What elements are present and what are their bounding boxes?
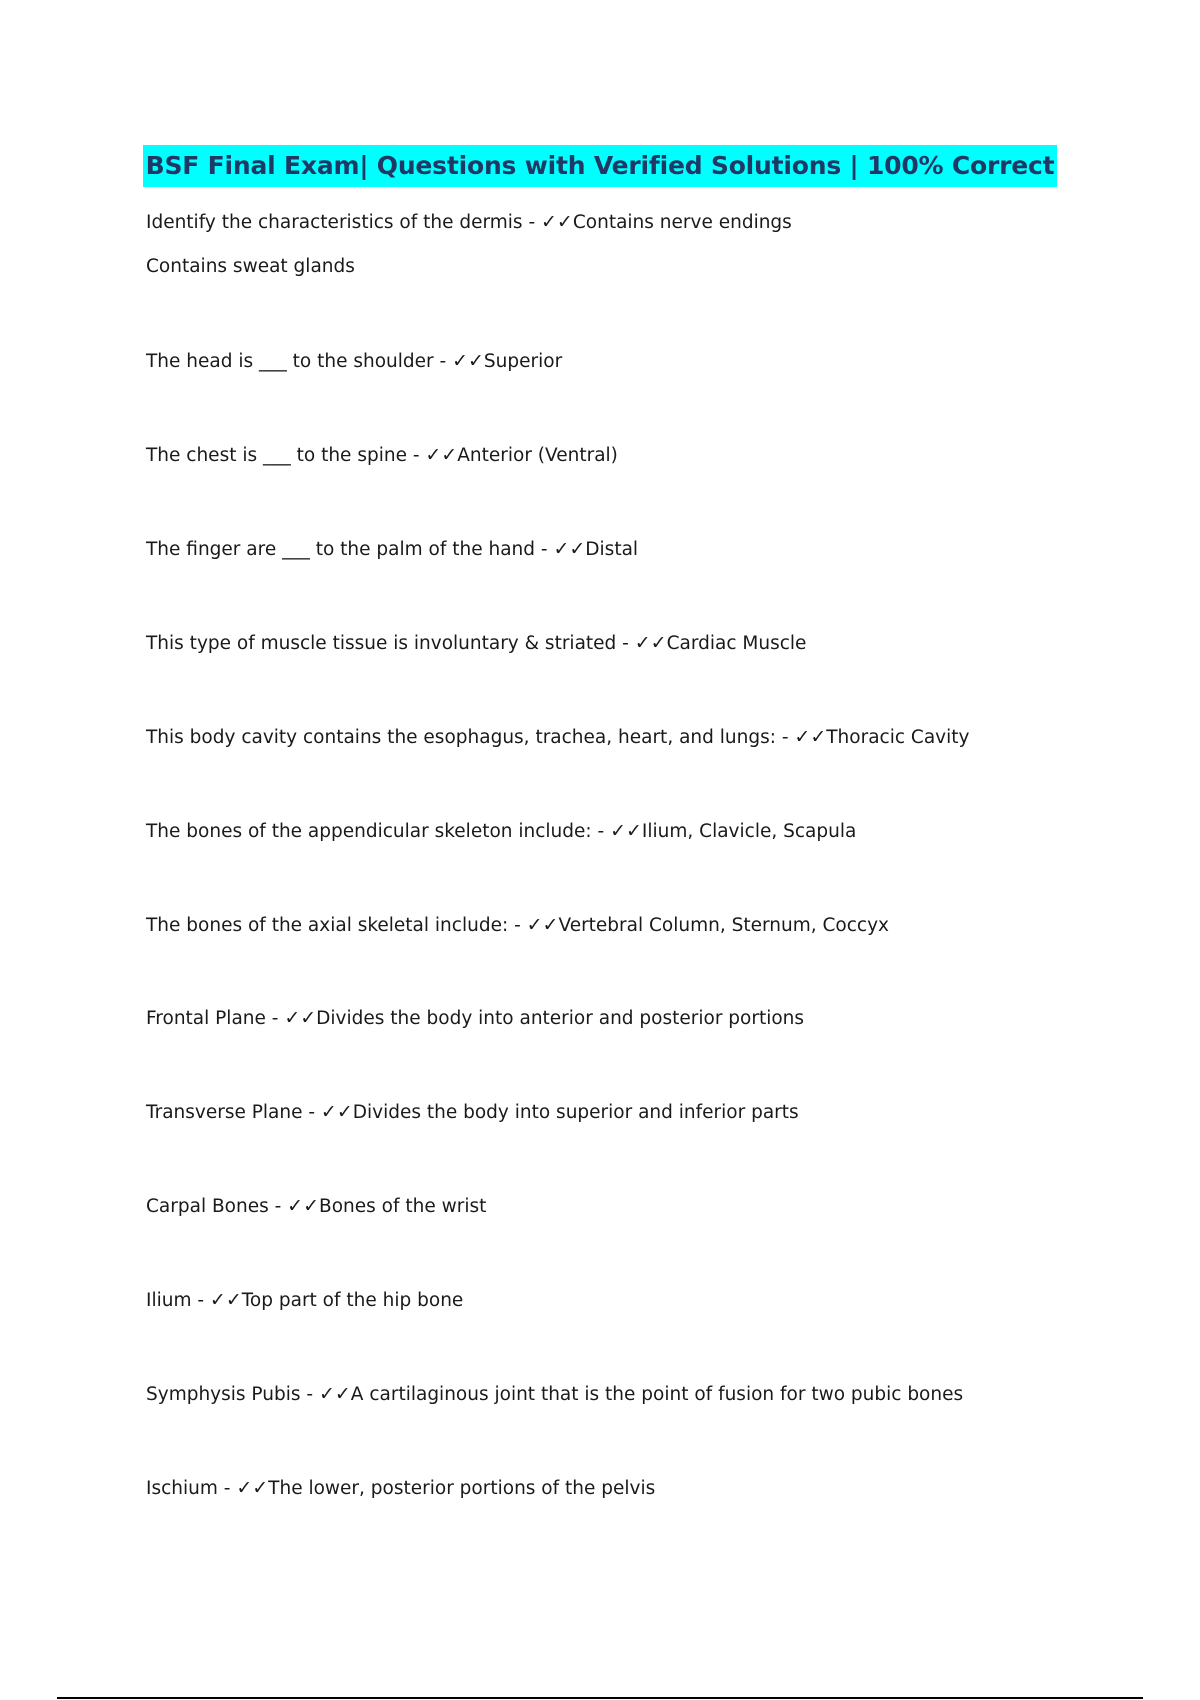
question-text: This type of muscle tissue is involuntary & striated bbox=[146, 633, 617, 654]
check-icon: ✓✓ bbox=[287, 1195, 319, 1217]
qa-item bbox=[146, 1476, 655, 1501]
qa-item bbox=[146, 210, 792, 235]
qa-item bbox=[146, 1382, 963, 1407]
qa-item bbox=[146, 537, 638, 562]
question-text: Transverse Plane bbox=[146, 1102, 303, 1123]
qa-item bbox=[146, 913, 889, 938]
check-icon: ✓✓ bbox=[452, 350, 484, 372]
footer-divider bbox=[57, 1697, 1143, 1699]
check-icon: ✓✓ bbox=[209, 1289, 242, 1311]
separator: - bbox=[775, 727, 795, 748]
answer-continued-text: Contains sweat glands bbox=[146, 256, 355, 277]
answer-text: Divides the body into superior and inferior parts bbox=[352, 1102, 799, 1123]
check-icon: ✓✓ bbox=[236, 1477, 269, 1499]
answer-text: Vertebral Column, Sternum, Coccyx bbox=[558, 915, 889, 936]
answer-text: Divides the body into anterior and posterior portions bbox=[316, 1008, 805, 1029]
separator: - bbox=[535, 539, 554, 560]
question-text: Carpal Bones bbox=[146, 1196, 269, 1217]
check-icon: ✓✓ bbox=[610, 820, 642, 842]
answer-text: Contains nerve endings bbox=[572, 212, 792, 233]
check-icon: ✓✓ bbox=[284, 1007, 317, 1029]
answer-text: The lower, posterior portions of the pelvis bbox=[268, 1478, 656, 1499]
answer-text: Top part of the hip bone bbox=[241, 1290, 464, 1311]
check-icon: ✓✓ bbox=[794, 726, 827, 748]
qa-item bbox=[146, 1006, 804, 1031]
answer-text: Thoracic Cavity bbox=[826, 727, 970, 748]
separator: - bbox=[300, 1384, 319, 1405]
check-icon: ✓✓ bbox=[541, 211, 573, 233]
question-text: Symphysis Pubis bbox=[146, 1384, 301, 1405]
answer-text: Bones of the wrist bbox=[319, 1196, 487, 1217]
answer-text: Ilium, Clavicle, Scapula bbox=[641, 821, 857, 842]
title-container bbox=[0, 145, 1200, 187]
check-icon: ✓✓ bbox=[526, 914, 559, 936]
answer-text: Cardiac Muscle bbox=[666, 633, 807, 654]
answer-text: Distal bbox=[585, 539, 639, 560]
separator: - bbox=[522, 212, 542, 233]
question-text: Identify the characteristics of the dermis bbox=[146, 212, 523, 233]
separator: - bbox=[406, 445, 426, 466]
check-icon: ✓✓ bbox=[553, 538, 586, 560]
question-text: Ischium bbox=[146, 1478, 218, 1499]
qa-item bbox=[146, 631, 806, 656]
check-icon: ✓✓ bbox=[320, 1101, 353, 1123]
question-text: Ilium bbox=[146, 1290, 192, 1311]
separator: - bbox=[217, 1478, 237, 1499]
answer-text: A cartilaginous joint that is the point of fusion for two pubic bones bbox=[350, 1384, 964, 1405]
separator: - bbox=[268, 1196, 288, 1217]
separator: - bbox=[508, 915, 527, 936]
question-text: This body cavity contains the esophagus, trachea, heart, and lungs: bbox=[146, 727, 776, 748]
separator: - bbox=[433, 351, 453, 372]
question-text: The bones of the appendicular skeleton include: bbox=[146, 821, 592, 842]
question-text: Frontal Plane bbox=[146, 1008, 266, 1029]
separator: - bbox=[591, 821, 611, 842]
qa-item bbox=[146, 819, 856, 844]
qa-item bbox=[146, 1194, 486, 1219]
separator: - bbox=[265, 1008, 285, 1029]
question-text: The head is ___ to the shoulder bbox=[146, 351, 434, 372]
separator: - bbox=[302, 1102, 321, 1123]
answer-text: Superior bbox=[483, 351, 563, 372]
separator: - bbox=[616, 633, 635, 654]
qa-item bbox=[146, 443, 618, 468]
question-text: The finger are ___ to the palm of the hand bbox=[146, 539, 536, 560]
check-icon: ✓✓ bbox=[634, 632, 667, 654]
separator: - bbox=[191, 1290, 210, 1311]
question-text: The bones of the axial skeletal include: bbox=[146, 915, 509, 936]
qa-item bbox=[146, 1100, 799, 1125]
qa-item bbox=[146, 349, 562, 374]
document-title: BSF Final Exam| Questions with Verified Solutions | 100% Correct bbox=[143, 145, 1058, 187]
check-icon: ✓✓ bbox=[425, 444, 458, 466]
question-text: The chest is ___ to the spine bbox=[146, 445, 407, 466]
qa-item bbox=[146, 1288, 463, 1313]
qa-item bbox=[146, 725, 969, 750]
answer-text: Anterior (Ventral) bbox=[457, 445, 618, 466]
check-icon: ✓✓ bbox=[318, 1383, 351, 1405]
qa-item-continued bbox=[146, 255, 355, 279]
